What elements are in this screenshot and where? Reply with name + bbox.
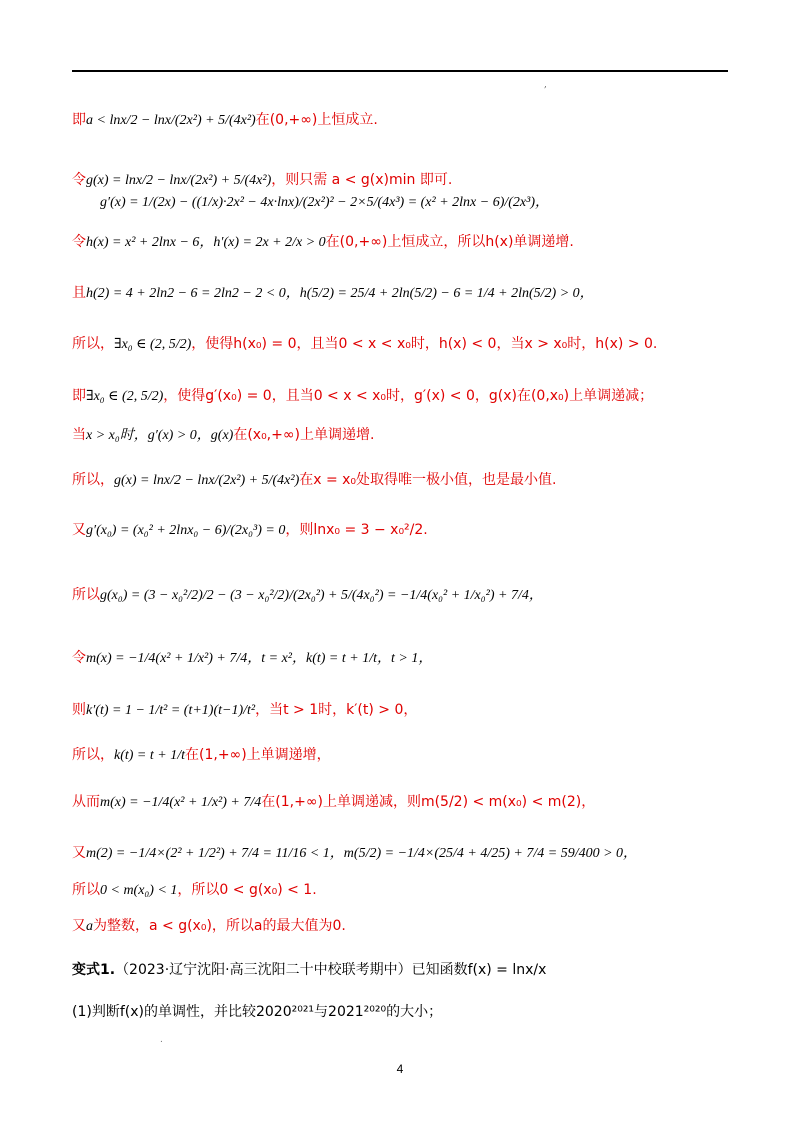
solution-line-17: 又a为整数，a < g(x₀)，所以a的最大值为0. (72, 918, 346, 934)
page-number: 4 (396, 1062, 404, 1076)
variant-heading: 变式1.（2023·辽宁沈阳·高三沈阳二十中校联考期中）已知函数f(x) = lnx/x (72, 962, 547, 978)
solution-line-11: 令m(x) = −1/4(x² + 1/x²) + 7/4，t = x²，k(t) = t + 1/t，t > 1， (72, 650, 433, 666)
solution-line-3: 令h(x) = x² + 2lnx − 6，h′(x) = 2x + 2/x > 0在(0,+∞)上恒成立，所以h(x)单调递增. (72, 234, 574, 250)
solution-line-2b: g′(x) = 1/(2x) − ((1/x)·2x² − 4x·lnx)/(2x²)² − 2×5/(4x³) = (x² + 2lnx − 6)/(2x³)， (100, 195, 549, 210)
solution-line-15: 又m(2) = −1/4×(2² + 1/2²) + 7/4 = 11/16 < 1，m(5/2) = −1/4×(25/4 + 4/25) + 7/4 = 59/400 > 0， (72, 845, 638, 861)
solution-line-2: 令g(x) = lnx/2 − lnx/(2x²) + 5/(4x²)，则只需 a < g(x)min 即可. (72, 172, 453, 188)
solution-line-5: 所以，∃x₀ ∈ (2, 5/2)，使得h(x₀) = 0，且当0 < x < x₀时，h(x) < 0，当x > x₀时，h(x) > 0. (72, 336, 658, 352)
solution-line-10: 所以g(x₀) = (3 − x₀²/2)/2 − (3 − x₀²/2)/(2x₀²) + 5/(4x₀²) = −1/4(x₀² + 1/x₀²) + 7/4， (72, 587, 543, 603)
solution-line-6: 即∃x₀ ∈ (2, 5/2)，使得g′(x₀) = 0，且当0 < x < x₀时，g′(x) < 0，g(x)在(0,x₀)上单调递减； (72, 388, 654, 404)
solution-line-7: 当x > x₀时，g′(x) > 0，g(x)在(x₀,+∞)上单调递增. (72, 427, 375, 443)
solution-line-16: 所以0 < m(x₀) < 1，所以0 < g(x₀) < 1. (72, 882, 317, 898)
header-mark: , (544, 80, 547, 90)
solution-line-12: 则k′(t) = 1 − 1/t² = (t+1)(t−1)/t²，当t > 1时，k′(t) > 0， (72, 702, 418, 718)
variant-question-1: (1)判断f(x)的单调性，并比较2020²⁰²¹与2021²⁰²⁰的大小； (72, 1004, 443, 1020)
solution-line-4: 且h(2) = 4 + 2ln2 − 6 = 2ln2 − 2 < 0，h(5/2) = 25/4 + 2ln(5/2) − 6 = 1/4 + 2ln(5/2) > 0， (72, 285, 594, 301)
header-rule (72, 70, 728, 72)
solution-line-8: 所以，g(x) = lnx/2 − lnx/(2x²) + 5/(4x²)在x = x₀处取得唯一极小值，也是最小值. (72, 472, 557, 488)
solution-line-9: 又g′(x₀) = (x₀² + 2lnx₀ − 6)/(2x₀³) = 0，则lnx₀ = 3 − x₀²/2. (72, 522, 428, 538)
solution-line-13: 所以，k(t) = t + 1/t在(1,+∞)上单调递增， (72, 747, 331, 763)
solution-line-1: 即a < lnx/2 − lnx/(2x²) + 5/(4x²)在(0,+∞)上恒成立. (72, 112, 378, 128)
stray-mark: . (160, 1035, 163, 1045)
solution-line-14: 从而m(x) = −1/4(x² + 1/x²) + 7/4在(1,+∞)上单调递减，则m(5/2) < m(x₀) < m(2)， (72, 794, 596, 810)
